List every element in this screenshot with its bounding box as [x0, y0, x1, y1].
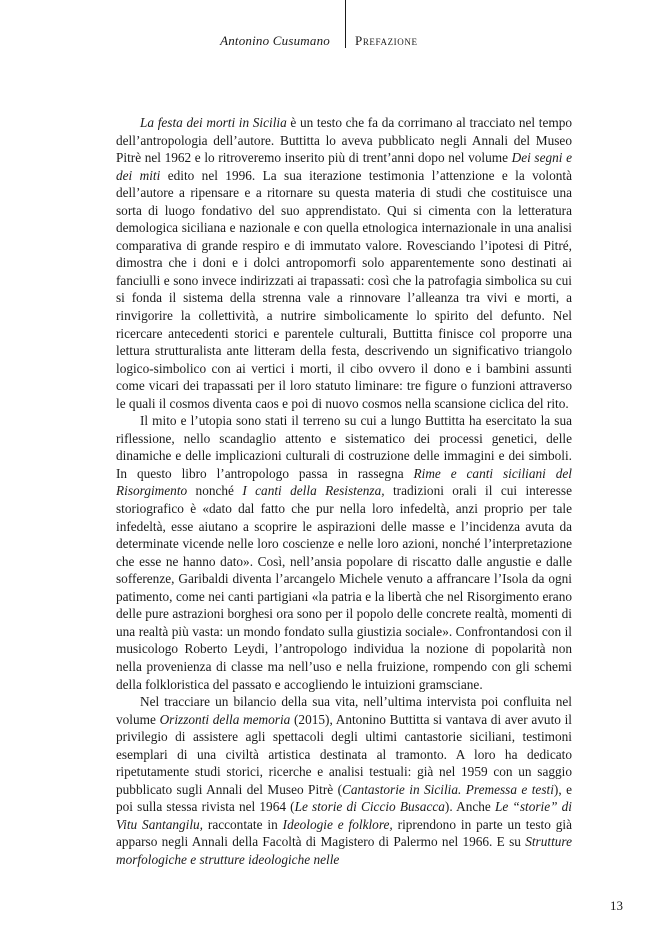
text-run: è un testo che fa da corrimano al tracciato nel tempo dell’antropologia dell’autore. Buttitta lo aveva pubblicato negli Annali del Museo Pitrè nel 1962 e lo ritroveremo inserito più di trent’anni dopo nel volume — [116, 115, 572, 166]
text-run: nonché — [187, 483, 243, 499]
italic-title: Le “storie” di Vitu Santangilu, — [116, 799, 573, 832]
italic-title: Rime e canti siciliani del Risorgimento — [116, 465, 572, 499]
header-divider — [345, 0, 346, 48]
italic-title: I canti della Resistenza, — [242, 483, 385, 499]
running-header — [0, 0, 669, 60]
header-author: Antonino Cusumano — [220, 33, 330, 48]
paragraph-3 — [116, 693, 572, 868]
header-section-title: Prefazione — [355, 33, 418, 48]
italic-title: Le storie di Ciccio Busacca — [294, 799, 445, 815]
italic-title: Orizzonti della memoria — [159, 711, 291, 727]
text-run: ), e poi sulla stessa rivista nel 1964 ( — [116, 781, 572, 815]
paragraph-2 — [116, 412, 572, 693]
italic-title: Strutture morfologiche e strutture ideologiche nelle — [116, 834, 572, 867]
italic-title: Dei segni e dei miti — [116, 150, 572, 183]
text-run: (2015), Antonino Buttitta si vantava di aver avuto il privilegio di assistere agli spettacoli degli ultimi cantastorie siciliani, testimoni esemplari di una civiltà artistica destinata al tramonto. A loro ha dedicato ripetutamente studi storici, ricerche e analisi testuali: già nel 1959 con un saggio pubblicato sugli Annali del Museo Pitrè ( — [116, 711, 572, 797]
text-run: raccontate in — [203, 816, 283, 832]
page-number: 13 — [610, 898, 623, 913]
body-text — [116, 114, 572, 869]
text-run: riprendono in parte un testo già apparso negli Annali della Facoltà di Magistero di Palermo nel 1966. E su — [116, 816, 572, 850]
italic-title: Cantastorie in Sicilia. Premessa e testi — [342, 781, 554, 797]
text-run: edito nel 1996. La sua iterazione testimonia l’attenzione e la volontà dell’autore a ripensare e a ritornare su questa materia di studi che costituisce una sorta di luogo fondativo del suo apprendistato. Qui si cimenta con la letteratura demologica siciliana e nazionale e con quella etnologica internazionale in una analisi comparativa di grande respiro e di immutato valore. Rovesciando l’ipotesi di Pitré, dimostra che i doni e i dolci antropomorfi solo apparentemente sono destinati ai fanciulli e sono invece indirizzati ai trapassati: così che la patrofagia simbolica su cui si fonda il sistema della strenna vale a rinnovare l’alleanza tra vivi e morti, a rinvigorire la collettività, a nutrire simbolicamente lo spirito del defunto. Nel ricercare antecedenti storici e parentele culturali, Buttitta finisce col proporre una lettura strutturalista ante litteram della festa, descrivendo un significativo triangolo logico-simbolico con ai vertici i morti, il cibo ovvero il dono e i bambini assunti come vicari dei trapassati per il loro statuto liminare: tre figure o funzioni attraverso le quali il cosmos diventa caos e poi di nuovo cosmos nella scansione ciclica del rito. — [116, 167, 573, 411]
text-run: Nel tracciare un bilancio della sua vita, nell’ultima intervista poi confluita nel volume — [116, 694, 572, 727]
italic-title: La festa dei morti in Sicilia — [140, 115, 287, 130]
text-run: tradizioni orali il cui interesse storiografico è «dato dal fatto che pur nella loro infedeltà, anzi proprio per tale infedeltà, esse aiutano a scoprire le aspirazioni delle masse e l’incidenza avuta da determinate vicende nelle loro coscienze e nelle loro azioni, nonché l’interpretazione che esse ne hanno dato». Così, nell’ansia popolare di riscatto dalle angustie e dalle sofferenze, Garibaldi diventa l’arcangelo Michele venuto a affrancare l’Isola da ogni patimento, come nei canti partigiani «la patria e la libertà che nel Risorgimento erano delle pure astrazioni borghesi ora sono per il popolo delle concrete realtà, momenti di una realtà più vasta: un mondo fondato sulla giustizia sociale». Confrontandosi con il musicologo Roberto Leydi, l’antropologo individua la nozione di popolarità non nella provenienza di classe ma nell’uso e nella fruizione, rompendo con gli schemi della folkloristica del passato e accogliendo le intuizioni gramsciane. — [116, 483, 572, 692]
text-run: Il mito e l’utopia sono stati il terreno su cui a lungo Buttitta ha esercitato la sua riflessione, nello scandaglio attento e sistematico dei processi genetici, delle dinamiche e delle implicazioni culturali di costruzione delle immagini e dei simboli. In questo libro l’antropologo passa in rassegna — [116, 413, 572, 481]
text-run: ). Anche — [444, 799, 495, 815]
paragraph-1 — [116, 114, 572, 412]
italic-title: Ideologie e folklore, — [282, 816, 393, 832]
